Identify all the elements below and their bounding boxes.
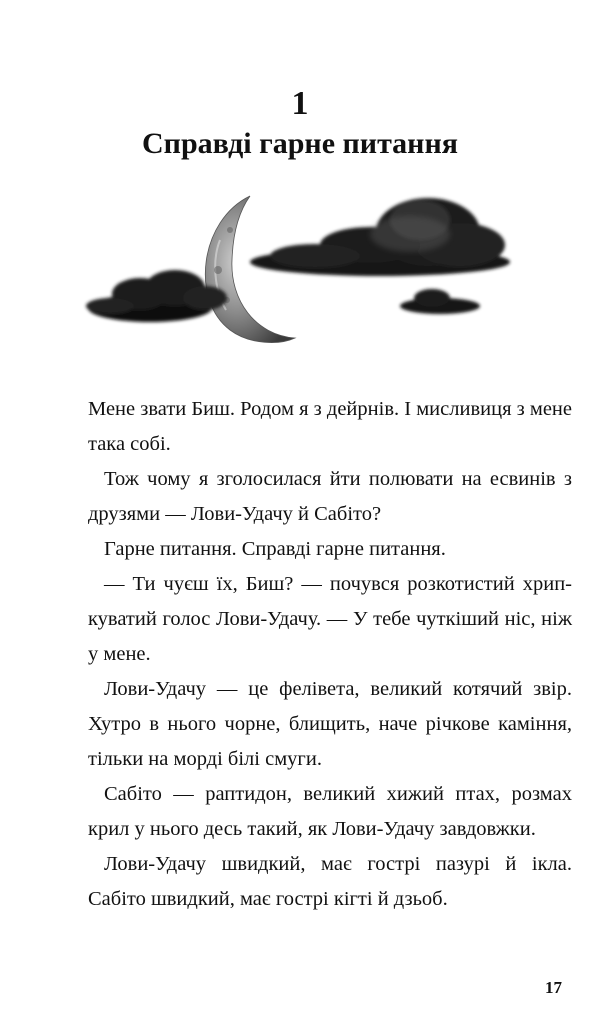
chapter-number: 1 [291, 85, 309, 122]
paragraph-4: — Ти чуєш їх, Биш? — почувся розкотистий хрипкуватий голос Лови-Удачу. — У тебе чуткіший ніс, ніж у мене. [88, 573, 572, 665]
paragraph-5: Лови-Удачу — це фелівета, великий котячий звір. Хутро в нього чорне, блищить, наче річкове каміння, тільки на морді білі смуги. [88, 678, 572, 770]
chapter-title: Справді гарне питання [142, 127, 458, 160]
paragraph-6: Сабіто — раптидон, великий хижий птах, розмах крил у нього десь такий, як Лови-Удачу завдовжки. [88, 783, 572, 840]
paragraph-3: Гарне питання. Справді гарне питання. [104, 538, 446, 560]
moon-and-clouds-icon [80, 190, 530, 350]
small-cloud [400, 289, 480, 314]
paragraph-2: Тож чому я зголосилася йти полювати на есвинів з друзями — Лови-Удачу й Сабіто? [88, 468, 572, 525]
paragraph-1: Мене звати Биш. Родом я з дейрнів. І мисливиця з мене така собі. [88, 398, 572, 455]
page-number: 17 [545, 978, 562, 997]
chapter-body [88, 392, 572, 917]
paragraph-7: Лови-Удачу швидкий, має гострі пазурі й ікла. Сабіто швидкий, має гострі кігті й дзьоб. [88, 853, 572, 910]
